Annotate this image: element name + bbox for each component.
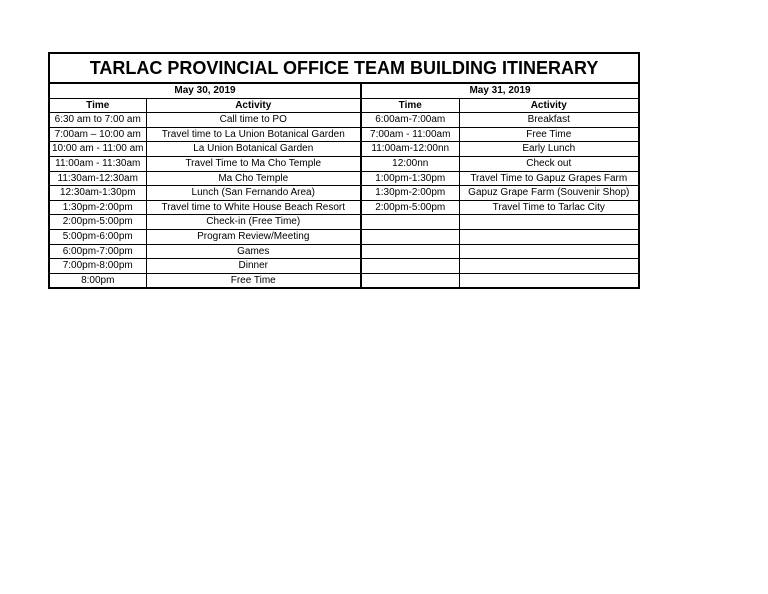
day2-activity-cell: Free Time [459, 127, 639, 142]
day1-date: May 30, 2019 [49, 83, 361, 98]
day2-activity-cell: Early Lunch [459, 142, 639, 157]
day2-activity-cell [459, 244, 639, 259]
day2-time-cell [361, 229, 459, 244]
day1-activity-cell: Games [146, 244, 361, 259]
table-row [49, 273, 639, 288]
table-row [49, 200, 639, 215]
itinerary-body [49, 53, 639, 288]
day1-activity-cell: Dinner [146, 259, 361, 274]
day2-time-cell: 12:00nn [361, 156, 459, 171]
day2-activity-cell: Check out [459, 156, 639, 171]
day1-activity-cell: Call time to PO [146, 113, 361, 128]
itinerary-sheet [48, 52, 640, 289]
day1-time-cell: 7:00pm-8:00pm [49, 259, 146, 274]
day2-activity-cell [459, 215, 639, 230]
day2-time-cell [361, 273, 459, 288]
day2-activity-cell [459, 259, 639, 274]
day1-time-cell: 6:00pm-7:00pm [49, 244, 146, 259]
table-row [49, 127, 639, 142]
day2-time-cell [361, 244, 459, 259]
day1-activity-cell: Check-in (Free Time) [146, 215, 361, 230]
day2-activity-header: Activity [459, 98, 639, 113]
day2-time-cell: 1:30pm-2:00pm [361, 186, 459, 201]
day2-time-cell: 6:00am-7:00am [361, 113, 459, 128]
day1-activity-header: Activity [146, 98, 361, 113]
day1-activity-cell: Free Time [146, 273, 361, 288]
day2-activity-cell [459, 229, 639, 244]
day2-activity-cell: Travel Time to Tarlac City [459, 200, 639, 215]
day2-time-cell [361, 215, 459, 230]
day2-activity-cell [459, 273, 639, 288]
table-row [49, 113, 639, 128]
day2-time-cell: 1:00pm-1:30pm [361, 171, 459, 186]
table-row [49, 142, 639, 157]
day1-time-cell: 10:00 am - 11:00 am [49, 142, 146, 157]
table-row [49, 259, 639, 274]
day1-activity-cell: Travel time to White House Beach Resort [146, 200, 361, 215]
day1-time-cell: 11:30am-12:30am [49, 171, 146, 186]
day1-time-cell: 6:30 am to 7:00 am [49, 113, 146, 128]
day1-time-cell: 11:00am - 11:30am [49, 156, 146, 171]
day1-time-cell: 7:00am – 10:00 am [49, 127, 146, 142]
day1-activity-cell: Travel Time to Ma Cho Temple [146, 156, 361, 171]
itinerary-title: TARLAC PROVINCIAL OFFICE TEAM BUILDING ITINERARY [49, 53, 639, 83]
day2-time-header: Time [361, 98, 459, 113]
day2-time-cell: 2:00pm-5:00pm [361, 200, 459, 215]
table-row [49, 156, 639, 171]
date-row [49, 83, 639, 98]
day1-activity-cell: La Union Botanical Garden [146, 142, 361, 157]
day1-time-cell: 12:30am-1:30pm [49, 186, 146, 201]
day2-activity-cell: Travel Time to Gapuz Grapes Farm [459, 171, 639, 186]
day2-time-cell: 7:00am - 11:00am [361, 127, 459, 142]
day2-date: May 31, 2019 [361, 83, 639, 98]
table-row [49, 244, 639, 259]
day2-time-cell [361, 259, 459, 274]
table-row [49, 171, 639, 186]
table-row [49, 215, 639, 230]
day1-activity-cell: Lunch (San Fernando Area) [146, 186, 361, 201]
day1-time-header: Time [49, 98, 146, 113]
itinerary-table [48, 52, 640, 289]
day1-time-cell: 8:00pm [49, 273, 146, 288]
table-row [49, 186, 639, 201]
table-row [49, 229, 639, 244]
day1-activity-cell: Ma Cho Temple [146, 171, 361, 186]
day1-time-cell: 1:30pm-2:00pm [49, 200, 146, 215]
day1-activity-cell: Program Review/Meeting [146, 229, 361, 244]
title-row [49, 53, 639, 83]
day2-activity-cell: Breakfast [459, 113, 639, 128]
day1-time-cell: 5:00pm-6:00pm [49, 229, 146, 244]
day2-activity-cell: Gapuz Grape Farm (Souvenir Shop) [459, 186, 639, 201]
day1-time-cell: 2:00pm-5:00pm [49, 215, 146, 230]
day1-activity-cell: Travel time to La Union Botanical Garden [146, 127, 361, 142]
column-header-row [49, 98, 639, 113]
day2-time-cell: 11:00am-12:00nn [361, 142, 459, 157]
